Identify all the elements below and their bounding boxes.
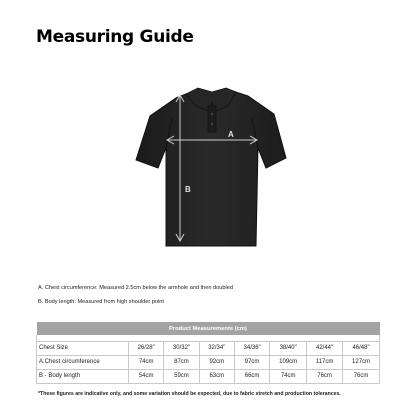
table-cell: 63cm xyxy=(199,369,234,383)
row-label: Chest Size xyxy=(37,341,129,355)
table-cell: 30/32" xyxy=(164,341,199,355)
table-cell: 87cm xyxy=(164,355,199,369)
shirt-button xyxy=(211,123,213,125)
row-label: B - Body length xyxy=(37,369,129,383)
table-cell: 32/34" xyxy=(199,341,234,355)
page-title: Measuring Guide xyxy=(36,27,194,47)
table-cell: 127cm xyxy=(343,355,380,369)
label-a: A xyxy=(228,130,234,139)
table-row xyxy=(37,355,380,369)
table-cell: 46/48" xyxy=(343,341,380,355)
table-cell: 74cm xyxy=(270,369,307,383)
table-cell: 26/28" xyxy=(129,341,164,355)
shirt-button xyxy=(211,113,213,115)
table-row xyxy=(37,341,380,355)
table-cell: 92cm xyxy=(199,355,234,369)
table-header: Product Measurements (cm) xyxy=(37,322,380,335)
table-cell: 74cm xyxy=(129,355,164,369)
table-cell: 66cm xyxy=(234,369,269,383)
polo-shirt-diagram xyxy=(128,68,296,254)
table-cell: 38/40" xyxy=(270,341,307,355)
table-cell: 76cm xyxy=(343,369,380,383)
size-table xyxy=(36,322,380,384)
note-chest: A. Chest circumference: Measured 2.5cm below the armhole and then doubled xyxy=(38,285,233,291)
row-label: A.Chest circumference xyxy=(37,355,129,369)
table-cell: 97cm xyxy=(234,355,269,369)
table-cell: 59cm xyxy=(164,369,199,383)
table-row xyxy=(37,369,380,383)
table-cell: 109cm xyxy=(270,355,307,369)
label-b: B xyxy=(185,185,191,194)
table-cell: 42/44" xyxy=(307,341,343,355)
footnote: *These figures are indicative only, and some variation should be expected, due to fabric stretch and production tolerances. xyxy=(38,391,341,397)
table-cell: 76cm xyxy=(307,369,343,383)
shirt-placket xyxy=(208,106,216,132)
table-cell: 117cm xyxy=(307,355,343,369)
table-cell: 34/36" xyxy=(234,341,269,355)
note-length: B. Body length: Measured from high shoulder point xyxy=(38,299,164,305)
table-cell: 54cm xyxy=(129,369,164,383)
